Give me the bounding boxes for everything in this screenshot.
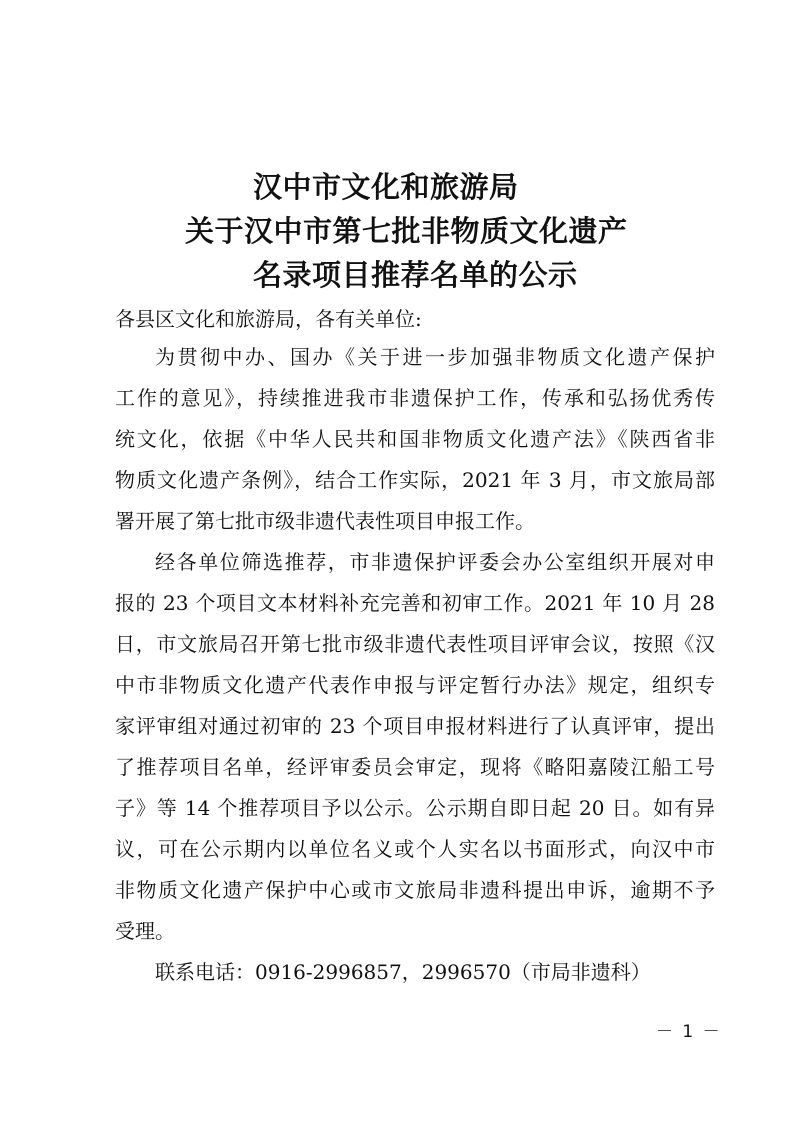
paragraph-2-line: 中市非物质文化遗产代表作申报与评定暂行办法》规定，组织专 (115, 673, 715, 697)
paragraph-2-line: 了推荐项目名单，经评审委员会审定，现将《略阳嘉陵江船工号 (115, 755, 715, 779)
paragraph-2-line: 报的 23 个项目文本材料补充完善和初审工作。2021 年 10 月 28 (115, 591, 715, 615)
paragraph-2-line: 受理。 (115, 919, 175, 943)
paragraph-1-line: 物质文化遗产条例》，结合工作实际，2021 年 3 月，市文旅局部 (115, 468, 715, 492)
paragraph-2-line: 家评审组对通过初审的 23 个项目申报材料进行了认真评审，提出 (115, 714, 715, 738)
paragraph-2-line: 日，市文旅局召开第七批市级非遗代表性项目评审会议，按照《汉 (115, 632, 715, 656)
paragraph-2-line: 非物质文化遗产保护中心或市文旅局非遗科提出申诉，逾期不予 (115, 878, 715, 902)
paragraph-1-line: 为贯彻中办、国办《关于进一步加强非物质文化遗产保护 (155, 345, 715, 369)
page-number: － 1 － (656, 1022, 722, 1042)
paragraph-1-line: 统文化，依据《中华人民共和国非物质文化遗产法》《陕西省非 (115, 427, 715, 451)
paragraph-2-line: 子》等 14 个推荐项目予以公示。公示期自即日起 20 日。如有异 (115, 796, 715, 820)
paragraph-1-line: 工作的意见》，持续推进我市非遗保护工作，传承和弘扬优秀传 (115, 386, 715, 410)
salutation: 各县区文化和旅游局，各有关单位: (115, 307, 422, 331)
title-line-1: 汉中市文化和旅游局 (253, 170, 519, 204)
contact-phone: 联系电话：0916-2996857，2996570（市局非遗科） (155, 960, 651, 984)
title-line-3: 名录项目推荐名单的公示 (253, 258, 578, 292)
paragraph-1-line: 署开展了第七批市级非遗代表性项目申报工作。 (115, 509, 535, 533)
title-line-2: 关于汉中市第七批非物质文化遗产 (185, 214, 628, 248)
paragraph-2-line: 议，可在公示期内以单位名义或个人实名以书面形式，向汉中市 (115, 837, 715, 861)
paragraph-2-line: 经各单位筛选推荐，市非遗保护评委会办公室组织开展对申 (155, 550, 715, 574)
